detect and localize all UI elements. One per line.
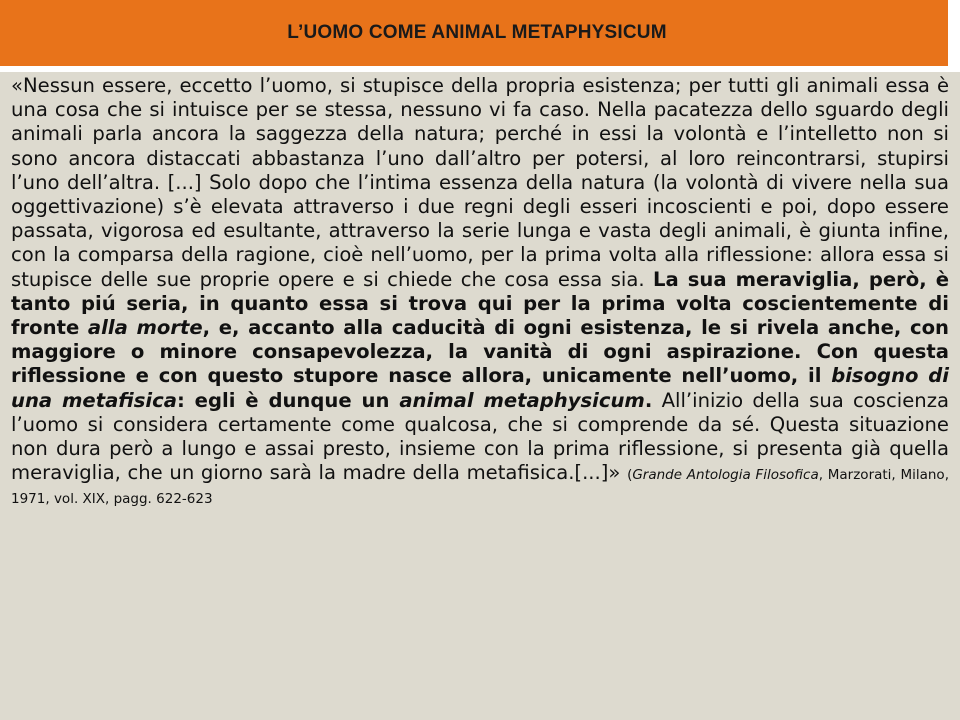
- quote-text-intro: «Nessun essere, eccetto l’uomo, si stupisce della propria esistenza; per tutti gli animali essa è una cosa che si intuisce per se stessa, nessuno vi fa caso. Nella pacatezza dello sguardo degli animali parla ancora la saggezza della natura; perché in essi la volontà e l’intelletto non si sono ancora distaccati abbastanza l’uno dall’altro per potersi, al loro reincontrarsi, stupirsi l’uno dell’altra. [...] Solo dopo che l’intima essenza della natura (la volontà di vivere nella sua oggettivazione) s’è elevata attraverso i due regni degli esseri incoscienti e poi, dopo essere passata, vigorosa ed esultante, attraverso la serie lunga e vasta degli animali, è giunta infine, con la comparsa della ragione, cioè nell’uomo, per la prima volta alla riflessione: allora essa si stupisce delle sue proprie opere e si chiede che cosa essa sia.: [11, 74, 949, 291]
- slide-title: L’UOMO COME ANIMAL METAPHYSICUM: [287, 22, 667, 43]
- quote-bold-1: La sua meraviglia, però, è tanto piú seria, in quanto essa si trova qui per la prima volta coscientemente di fronte: [11, 267, 950, 340]
- quote-text-conclusion: All’inizio della sua coscienza l’uomo si considera certamente come qualcosa, che si comprende da sé. Questa situazione non dura però a lungo e assai presto, insieme con la prima riflessione, si presenta già quella meraviglia, che un giorno sarà la madre della metafisica.[...]»: [11, 388, 949, 485]
- citation-open: (: [627, 467, 633, 484]
- quote-emphasis-alla-morte: alla morte: [87, 316, 203, 340]
- citation-details: , Marzorati, Milano, 1971, vol. XIX, pagg. 622-623: [11, 467, 949, 508]
- title-separator: [0, 66, 960, 72]
- quote-emphasis-metafisica: bisogno di una metafisica: [11, 364, 949, 412]
- title-right-margin: [948, 0, 960, 72]
- quote-emphasis-animal-metaphysicum: animal metaphysicum: [399, 388, 645, 412]
- title-bar: [0, 0, 948, 66]
- quote-bold-3: : egli è dunque un: [176, 388, 400, 412]
- quote-bold-4: .: [644, 388, 653, 412]
- quote-paragraph: [11, 74, 949, 510]
- citation-book-title: Grande Antologia Filosofica: [632, 467, 819, 484]
- quote-bold-2: , e, accanto alla caducità di ogni esistenza, le si rivela anche, con maggiore o minore consapevolezza, la vanità di ogni aspirazione. Con questa riflessione e con questo stupore nasce allora, unicamente nell’uomo, il: [11, 316, 949, 388]
